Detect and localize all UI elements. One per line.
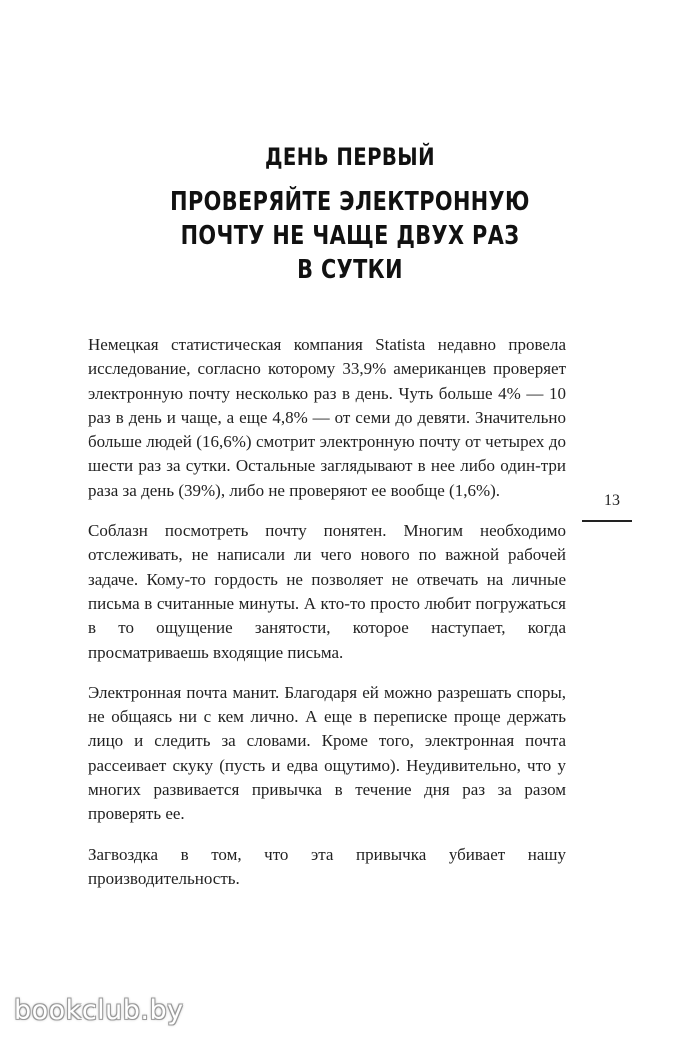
page-number: 13 — [604, 492, 620, 509]
body-text — [88, 333, 566, 907]
watermark: bookclub.by — [14, 995, 184, 1026]
paragraph: Немецкая статистическая компания Statista недавно провела исследование, согласно которому 33,9% американцев проверяет электронную почту несколько раз в день. Чуть больше 4% — 10 раз в день и чаще, а еще 4,8% — от семи до девяти. Значительно больше людей (16,6%) смотрит электронную почту от четырех до шести раз за сутки. Остальные заглядывают в нее либо один-три раза за день (39%), либо не проверяют ее вообще (1,6%). — [88, 335, 566, 500]
chapter-title-line: В СУТКИ — [297, 255, 403, 285]
chapter-title — [70, 185, 630, 287]
page-number-rule — [582, 520, 632, 522]
paragraph: Загвоздка в том, что эта привычка убивает нашу производительность. — [88, 844, 566, 888]
paragraph: Электронная почта манит. Благодаря ей можно разрешать споры, не общаясь ни с кем лично. А еще в переписке проще держать лицо и следить за словами. Кроме того, электронная почта рассеивает скуку (пусть и едва ощутимо). Неудивительно, что у многих развивается привычка в течение дня раз за разом проверять ее. — [88, 682, 566, 824]
chapter-title-line: ПОЧТУ НЕ ЧАЩЕ ДВУХ РАЗ — [180, 221, 520, 251]
chapter-label: ДЕНЬ ПЕРВЫЙ — [264, 143, 435, 171]
chapter-title-line: ПРОВЕРЯЙТЕ ЭЛЕКТРОННУЮ — [170, 187, 530, 217]
paragraph: Соблазн посмотреть почту понятен. Многим необходимо отслеживать, не написали ли чего нового по важной рабочей задаче. Кому-то гордость не позволяет не отвечать на личные письма в считанные минуты. А кто-то просто любит погружаться в то ощущение занятости, которое наступает, когда просматриваешь входящие письма. — [88, 521, 566, 662]
